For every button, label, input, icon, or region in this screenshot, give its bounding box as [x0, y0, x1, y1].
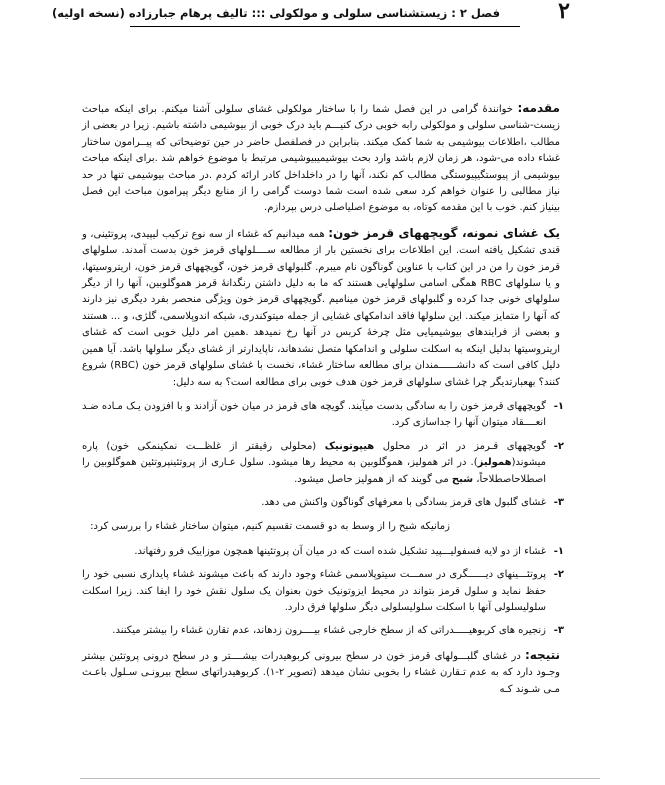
- page-header: [52, 0, 570, 26]
- rbc-paragraph: [82, 225, 560, 391]
- term-hypotonic: هیپوتونیک: [324, 440, 375, 452]
- reason-item: [82, 439, 564, 488]
- structure-item: [82, 544, 564, 560]
- reason-text-after: ). در اثر همولیز، هموگلوبین به محیط رها میشود. سلول عـاری از پروتئینپروتئین هموگلوبین را اصطلاحاصطلاحاً،: [82, 457, 546, 485]
- term-hemolysis: همولیز: [477, 457, 512, 469]
- structure-text: غشاء از دو لایه فسفولیـــپید تشکیل شده است که در میان آن پروتئینها همچون موزاییک فرو رفتهاند.: [134, 545, 546, 557]
- chapter-title: فصل ۲ : زیستشناسی سلولی و مولکولی ::: تالیف پرهام جبارزاده (نسخه اولیه): [52, 6, 500, 20]
- structure-text: زنجیره های کربوهیـــــدراتی که از سطح خارجی غشاء بیــــرون زدهاند، عدم تقارن غشاء را بیشتر میکنند.: [112, 625, 546, 637]
- intro-paragraph: [82, 100, 560, 217]
- reason-text: گویچههای قرمز خون را به سادگی بدست میآیند. گویچه های قرمز در میان خون آزادند و با افزودن یـک مـاده ضـد انعــــقاد میتوان آنها را جداسازی کرد.: [82, 400, 546, 429]
- structure-number: ۳-: [553, 625, 564, 637]
- rbc-text: همه میدانیم که غشاء از سه نوع ترکیب لیپیدی، پروتئینی، و قندی تشکیل یافته است. این اطلاعات برای نخستین بار از مطالعه ســــلولهای قرمز خون بدست آمدند. سلولهای قرمز خون را من در این کتاب با عناوین گوناگون نام میبرم. گلبولهای قرمز خون، گویچههای قرمز خون، اریتروسیتها، و یا سلولهای RBC همگی اسامی سلولهایی هستند که ما به دلیل داشتن رنگدانۀ قرمز هموگلوبین، آنها را از دیگر سلولهای خونی جدا کرده و گلبولهای قرمز خون مینامیم .گویچههای قرمز خون ویژگی منحصر بفرد دیگری نیز دارند که آنها را متمایز میکند. این سلولها فاقد اندامکهای غشایی از جمله میتوکندری، شبکه اندوپلاسمی، گلژی، و ... هستند و بعضی از فرایندهای بیوشیمیایی مثل چرخۀ کربس در آنها رخ نمیدهد .همین امر دلیل خوبی است که غشای اریتروسیتها بدلیل اینکه به اسکلت سلولی و اندامکها متصل نشدهاند، ناپایدارتر از غشای دیگر سلولها باشد. آیا همین دلیل کافی است که دانشــــــمندان برای مطالعه ساختار غشاء، نخست با غشای سلولهای قرمز خون (RBC) شروع کنند؟ بهعبارتدیگر چرا غشای سلولهای قرمز خون هدف خوبی برای مطالعه است؟ به سه دلیل:: [82, 228, 560, 388]
- result-text: در غشای گلبـــولهای قرمز خون در سطح بیرونی کربوهیدرات بیشــــتر و در سطح درونی پروتئین بیشتر وجـود دارد که به عدم تـقارن غشاء را بخوبی نشان میدهد (تصویر ۲-۱). کربوهیدراتهای سطح بیرونـی سـلول باعـث مـی شـوند کـه: [82, 650, 560, 695]
- intro-heading: مقدمه:: [517, 101, 560, 115]
- reason-text-mid: (محلولی رقیقتر از غلظـــت نمکینمکی خون) پاره میشوند(: [82, 440, 546, 469]
- reason-item: [82, 495, 564, 511]
- structure-text: پروتئـــینهای دیــــــگری در سمـــت سیتوپلاسمی غشاء وجود دارند که باعث میشوند غشاء پایداری نسبی خود را حفظ نماید و سلول قرمز بتواند در محیط ایزوتونیک خون بعنوان یک سلول نقش خود را ایفا کند. زیرا اسکلت سلولیسلولی آنها با اسکلت سلولیسلولی دیگر سلولها فرق دارد.: [82, 569, 546, 613]
- reason-number: ۲-: [553, 440, 564, 452]
- rbc-heading: یک غشای نمونه، گویچههای قرمز خون:: [328, 225, 560, 240]
- structure-item: [82, 623, 564, 639]
- result-heading: نتیجه:: [524, 647, 560, 662]
- reason-text: غشای گلبول های قرمز بسادگی با معرفهای گوناگون واکنش می دهد.: [261, 496, 546, 508]
- structure-number: ۲-: [553, 569, 564, 581]
- structure-number: ۱-: [553, 545, 564, 557]
- page-number: ۲: [558, 0, 570, 24]
- intro-text: خوانندۀ گرامی در این فصل شما را با ساختار مولکولی غشای سلولی آشنا میکنم. برای اینکه مباحث زیست‑شناسی سلولی و مولکولی رابه خوبی درک کنیـــم باید درک خوبی از بیوشیمی داشته باشیم. زیرا در بعضی از مطالب ،اطلاعات بیوشیمی به شما کمک میکند. بنابراین در فصلفصل حاضر در حین توضیحاتی که پیــرامون ساختار غشاء داده می‑شود، هر زمان لازم باشد وارد بحث بیوشیمیبیوشیمی مرتبط با موضوع خواهم شد .برای اینکه مباحث بیوشیمی از پیوستگیپیوستگی مطالب کم نکند، آنها را در داخلداخل کادر ارائه کردم .در مباحث بیوشیمی تنها در حد نیاز مطالبی را عنوان خواهم کرد سعی شده است شما دوست گرامی را از منابع دیگر پیرامون مباحث این فصل بینیاز کنم. خوب با این مقدمه کوتاه، به موضوع اصلیاصلی درس بپردازم.: [82, 104, 560, 214]
- structure-item: [82, 567, 564, 616]
- footer-divider: [80, 778, 600, 779]
- reason-number: ۳-: [553, 496, 564, 508]
- structure-intro: زمانیکه شبح را از وسط به دو قسمت تقسیم کنیم، میتوان ساختار غشاء را بررسی کرد:: [90, 521, 450, 533]
- term-ghost: شبح: [451, 473, 474, 485]
- reason-item: [82, 399, 564, 432]
- header-divider: [130, 26, 520, 27]
- reason-text-start: گویچههای قـرمز در اثر در محلول: [374, 440, 546, 452]
- reason-number: ۱-: [553, 400, 564, 412]
- document-body: [82, 100, 564, 706]
- reason-text-end: می گویند که از همولیز حاصل میشود.: [294, 473, 452, 485]
- result-paragraph: [82, 647, 560, 698]
